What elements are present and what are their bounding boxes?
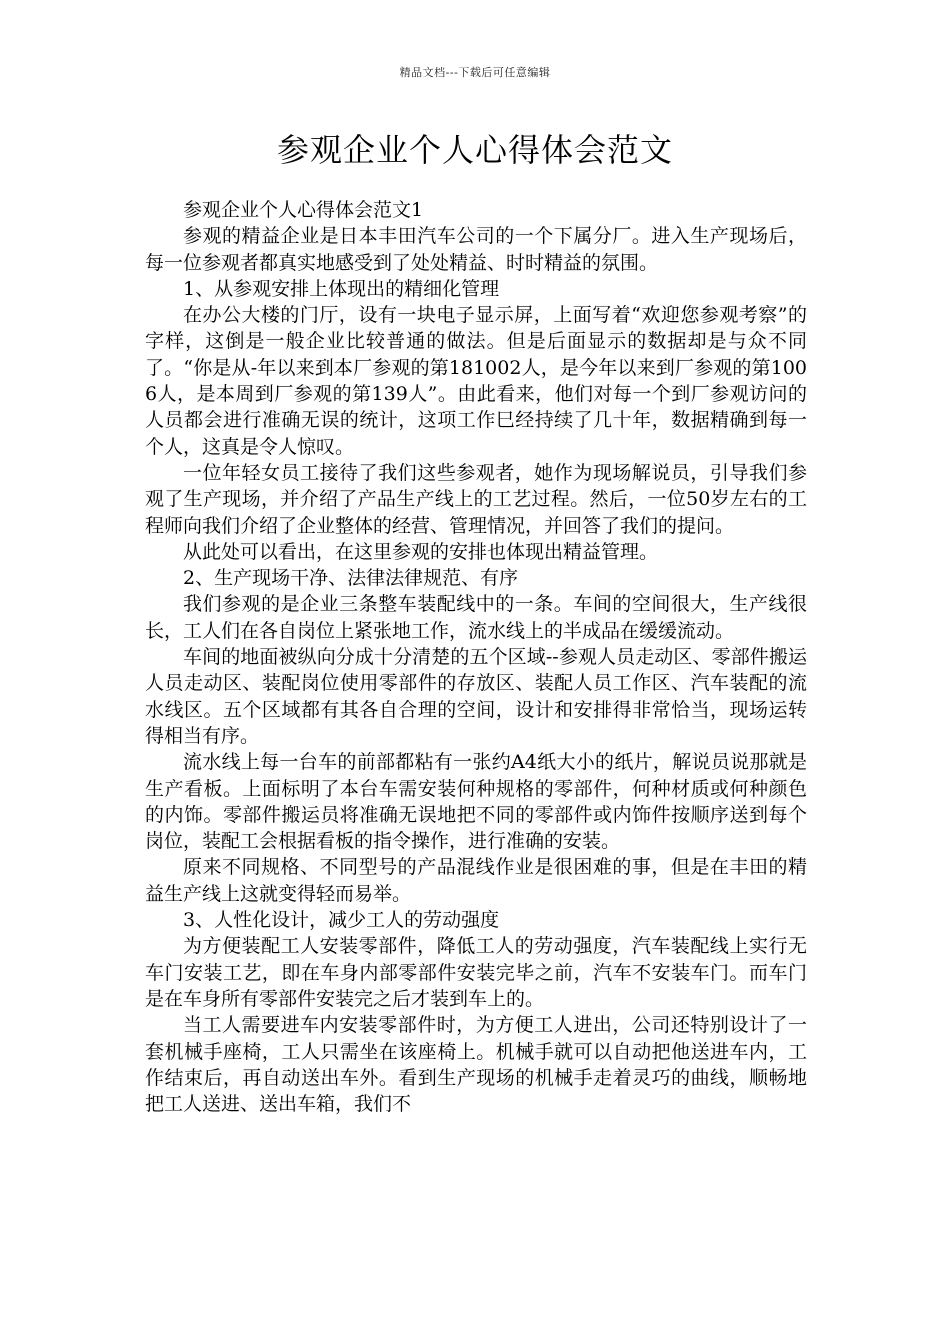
section-heading-3: 3、人性化设计，减少工人的劳动强度	[183, 909, 500, 932]
document-title: 参观企业个人心得体会范文	[276, 131, 673, 169]
section-heading-1: 1、从参观安排上体现出的精细化管理	[183, 277, 500, 300]
paragraph: 我们参观的是企业三条整车装配线中的一条。车间的空间很大，生产线很长，工人们在各自岗位上紧张地工作，流水线上的半成品在缓缓流动。	[145, 593, 807, 642]
paragraph-subtitle: 参观企业个人心得体会范文1	[183, 199, 424, 221]
paragraph: 车间的地面被纵向分成十分清楚的五个区域--参观人员走动区、零部件搬运人员走动区、装配岗位使用零部件的存放区、装配人员工作区、汽车装配的流水线区。五个区域都有其各自合理的空间，设计和安排得非常恰当，现场运转得相当有序。	[145, 646, 807, 747]
header-note: 精品文档---下载后可任意编辑	[399, 66, 551, 79]
paragraph: 为方便装配工人安装零部件，降低工人的劳动强度，汽车装配线上实行无车门安装工艺，即在车身内部零部件安装完毕之前，汽车不安装车门。而车门是在车身所有零部件安装完之后才装到车上的。	[145, 935, 807, 1010]
document-body	[145, 197, 807, 1117]
paragraph: 在办公大楼的门厅，设有一块电子显示屏，上面写着“欢迎您参观考察”的字样，这倒是一般企业比较普通的做法。但是后面显示的数据却是与众不同了。“你是从-年以来到本厂参观的第181002人，是今年以来到厂参观的第1006人，是本周到厂参观的第139人”。由此看来，他们对每一个到厂参观访问的人员都会进行准确无误的统计，这项工作巳经持续了几十年，数据精确到每一个人，这真是令人惊叹。	[145, 304, 807, 458]
paragraph: 当工人需要进车内安装零部件时，为方便工人进出，公司还特别设计了一套机械手座椅，工人只需坐在该座椅上。机械手就可以自动把他送进车内，工作结束后，再自动送出车外。看到生产现场的机械手走着灵巧的曲线，顺畅地把工人送进、送出车箱，我们不	[145, 1014, 807, 1116]
paragraph: 参观的精益企业是日本丰田汽车公司的一个下属分厂。进入生产现场后，每一位参观者都真实地感受到了处处精益、时时精益的氛围。	[145, 225, 807, 274]
section-heading-2: 2、生产现场干净、法律法律规范、有序	[183, 567, 519, 590]
paragraph: 原来不同规格、不同型号的产品混线作业是很困难的事，但是在丰田的精益生产线上这就变得轻而易举。	[145, 856, 807, 905]
paragraph: 从此处可以看出，在这里参观的安排也体现出精益管理。	[183, 540, 659, 563]
paragraph: 流水线上每一台车的前部都粘有一张约A4纸大小的纸片，解说员说那就是生产看板。上面标明了本台车需安装何种规格的零部件，何种材质或何种颜色的内饰。零部件搬运员将准确无误地把不同的零部件或内饰件按顺序送到每个岗位，装配工会根据看板的指令操作，进行准确的安装。	[145, 751, 807, 853]
paragraph: 一位年轻女员工接待了我们这些参观者，她作为现场解说员，引导我们参观了生产现场，并介绍了产品生产线上的工艺过程。然后，一位50岁左右的工程师向我们介绍了企业整体的经营、管理情况，并回答了我们的提问。	[145, 461, 807, 537]
